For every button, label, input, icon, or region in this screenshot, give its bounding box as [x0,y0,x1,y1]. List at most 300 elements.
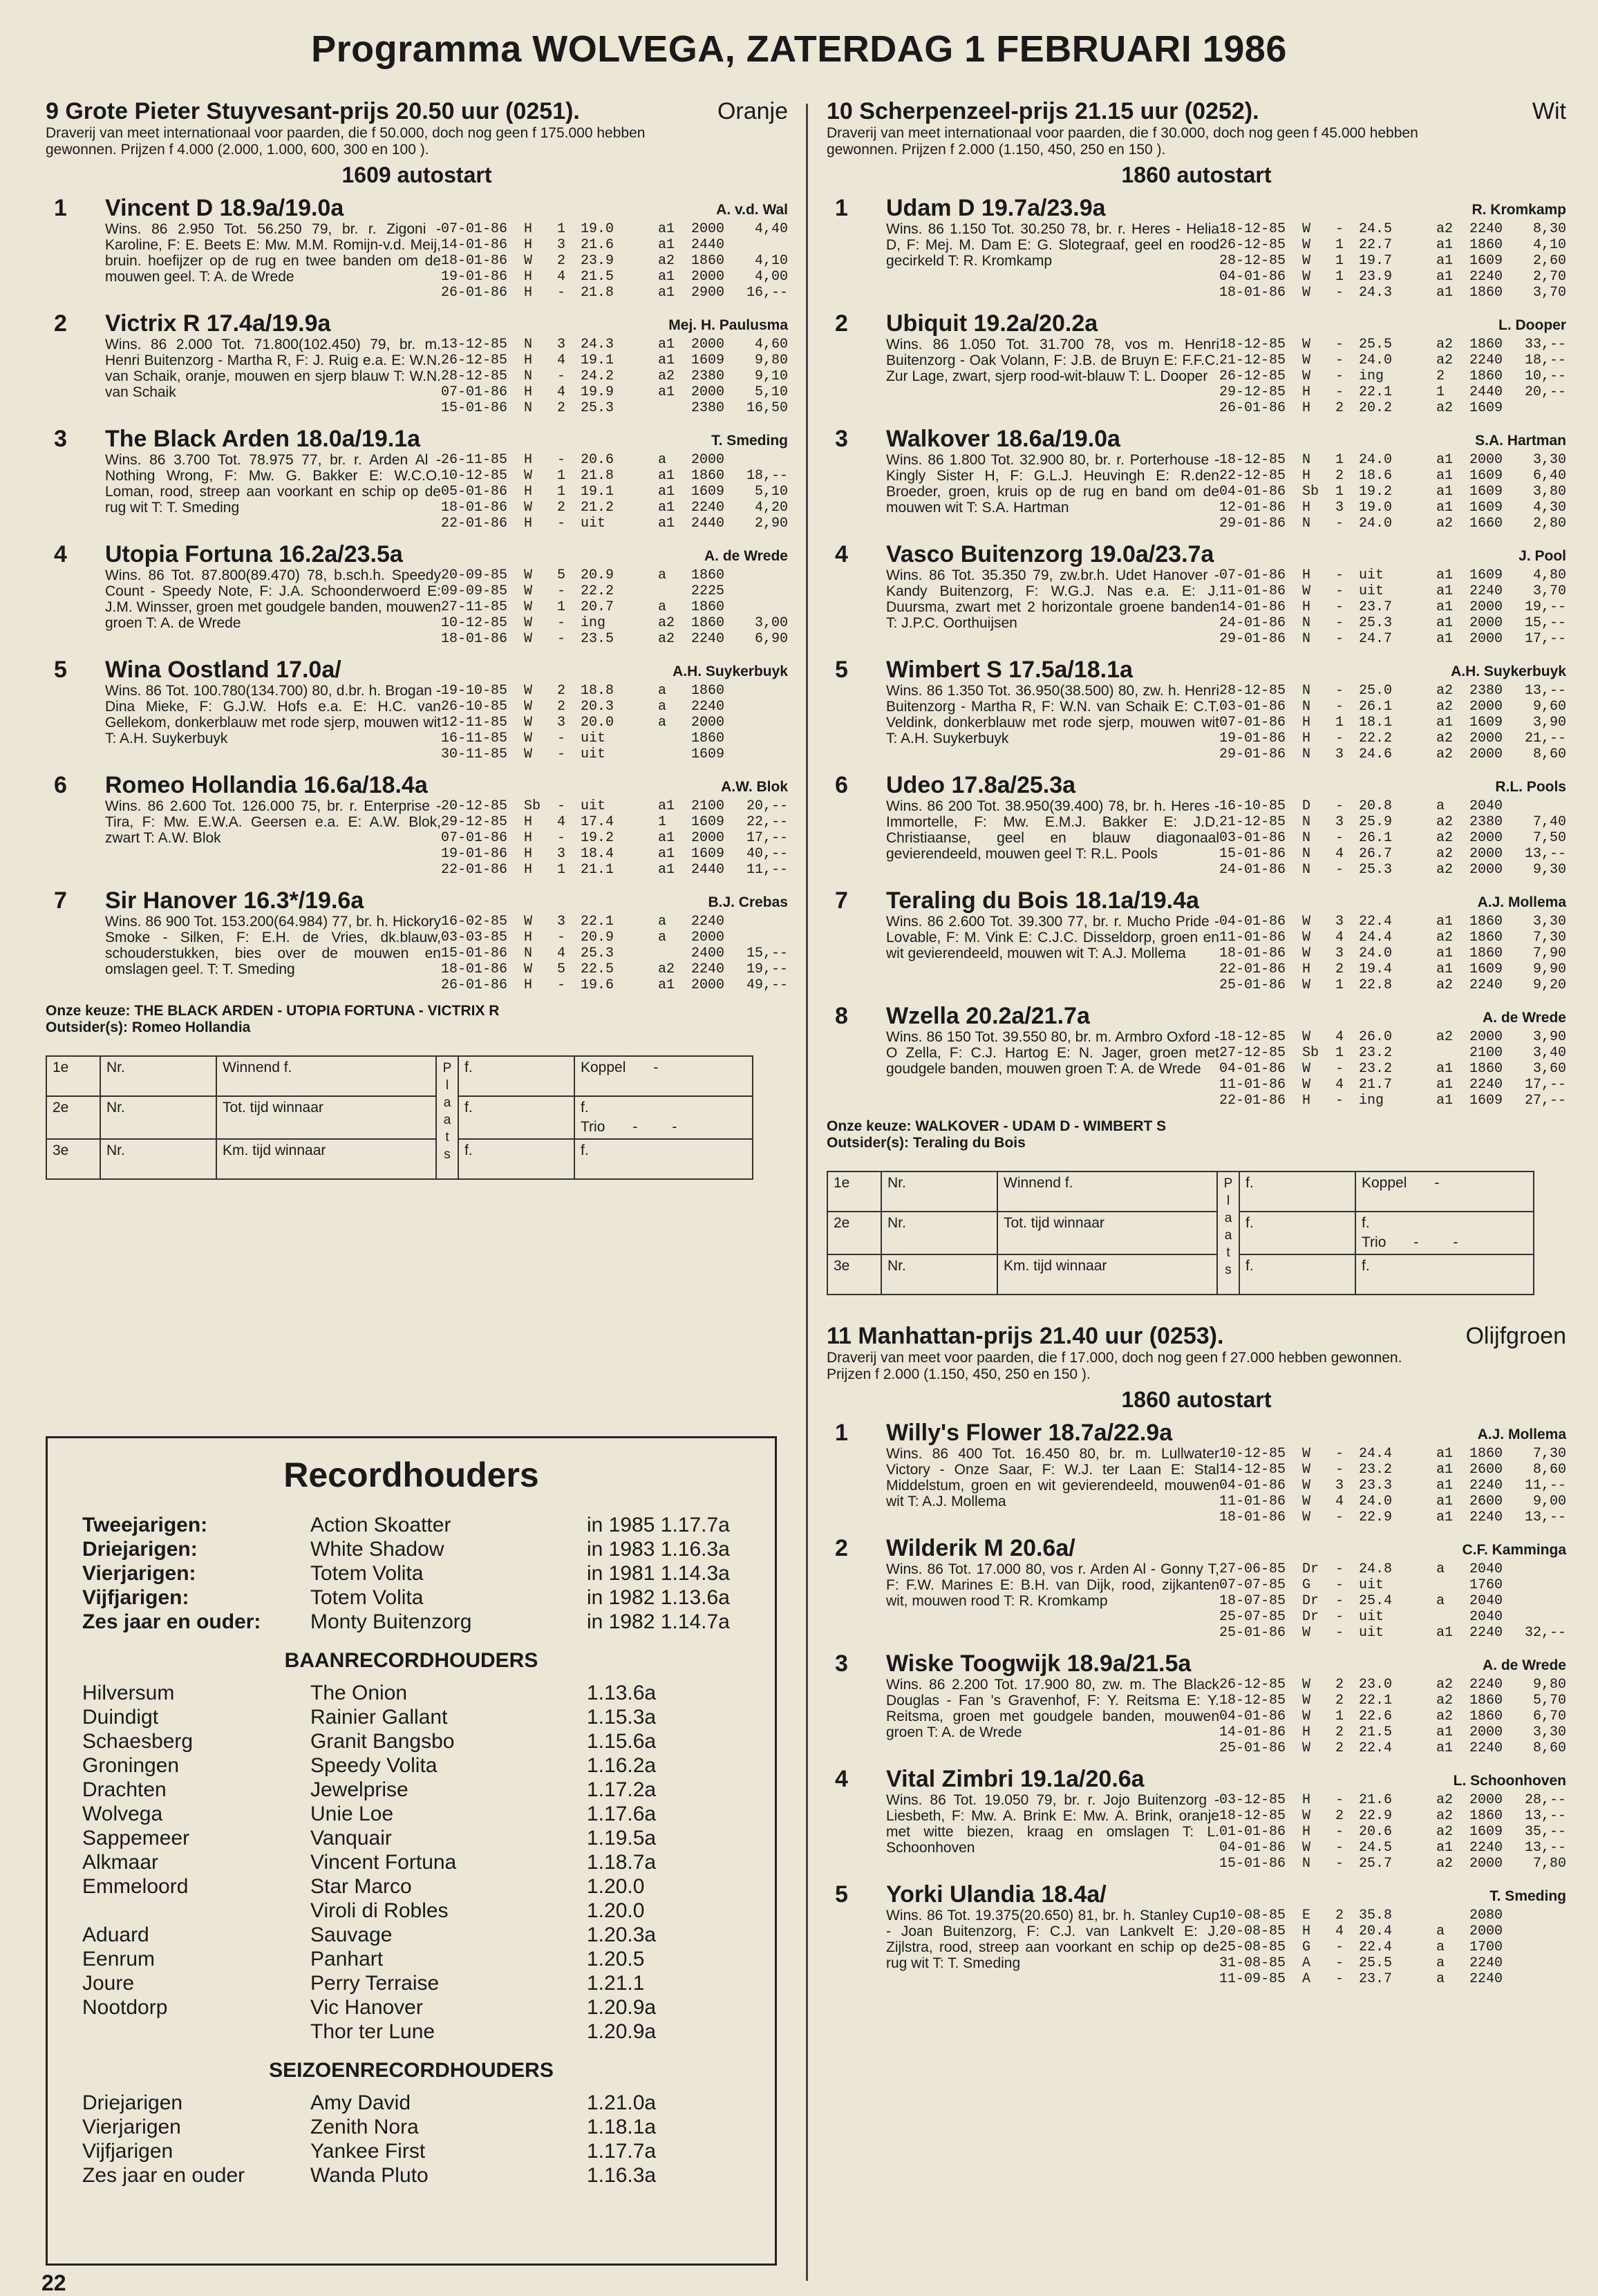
result-value: 24.6 [1359,746,1393,762]
result-value: 07-01-86 [1219,567,1286,583]
record-horse: Rainier Gallant [310,1706,448,1729]
result-value: 33,-- [1524,337,1566,352]
result-value: 2240 [1469,1840,1503,1856]
result-value: a2 [1436,352,1454,368]
result-row [1219,285,1566,301]
horse-number: 1 [835,195,848,221]
result-value: 6,70 [1532,1709,1566,1724]
result-value: Sb [1302,1045,1319,1061]
result-value: - [1335,1509,1344,1525]
horse-info: Wins. 86 150 Tot. 39.550 80, br. m. Armbro Oxford - O Zella, F: C.J. Hartog E: N. Jager, groen met goudgele banden, mouwen groen T: A. de Wrede [886,1029,1219,1077]
record-time: 1.13.6a [587,1682,657,1704]
result-row [441,452,788,468]
result-value: 2 [1335,468,1344,484]
result-value: 21.7 [1359,1077,1393,1093]
result-value: 1609 [1469,253,1503,269]
record-horse: Vic Hanover [310,1996,423,2019]
result-value: 21.6 [1359,1792,1393,1808]
result-value: 20.2 [1359,400,1393,416]
horse-driver: A. v.d. Wal [716,202,788,218]
result-value: Dr [1302,1609,1319,1625]
result-value: 1860 [1469,285,1503,301]
result-value: 21.5 [581,269,614,285]
result-table-row [46,1056,753,1096]
result-value: W [524,631,533,647]
result-value: 15,-- [1524,615,1566,631]
result-value: 1609 [1469,484,1503,500]
result-row [441,269,788,285]
record-label: Wolvega [82,1803,163,1825]
result-value: uit [1359,583,1384,599]
record-label [82,1899,310,1923]
result-value: W [524,500,533,516]
result-value: 18.8 [581,683,614,699]
horse-entry [827,426,1566,531]
result-value: a1 [658,285,675,301]
race-distance: 1609 autostart [341,162,492,187]
result-value: W [524,715,533,731]
horse-name: Wina Oostland 17.0a/ [105,657,341,683]
result-value: 19.9 [581,384,614,400]
result-value: 27-12-85 [1219,1045,1286,1061]
result-value: 1860 [1469,368,1503,384]
horse-info: Wins. 86 2.600 Tot. 126.000 75, br. r. Enterprise - Tira, F: Mw. E.W.A. Geersen e.a. E: A.W. Blok, zwart T: A.W. Blok [105,798,441,846]
trio-amount: f. [1362,1258,1370,1274]
result-cell: 2e [827,1212,881,1254]
result-value: 2240 [1469,1625,1503,1641]
result-row [1219,1724,1566,1740]
result-value: 03-03-85 [441,930,508,945]
result-value: 2240 [1469,1077,1503,1093]
horse-driver: A. de Wrede [1483,1010,1566,1026]
result-value: 3,00 [754,615,788,631]
result-value: W [1302,1693,1311,1709]
result-value: 19.0 [1359,500,1393,516]
result-value: N [1302,862,1311,878]
result-value: N [1302,452,1311,468]
result-value: - [1335,516,1344,531]
koppel-label: Koppel [1362,1175,1407,1191]
result-value: ing [581,615,606,631]
horse-info: Wins. 86 2.000 Tot. 71.800(102.450) 79, br. m. Henri Buitenzorg - Martha R, F: J. Ruig e.a. E: W.N. van Schaik, oranje, mouwen en sjerp blauw T: W.N. van Schaik [105,337,441,400]
result-value: a1 [1436,1446,1454,1462]
result-value [740,599,788,615]
result-value: 17,-- [1524,1077,1566,1093]
result-row [1219,746,1566,762]
result-row [1219,500,1566,516]
result-value: 24.8 [1359,1561,1393,1577]
result-row [1219,1693,1566,1709]
race-title: 9 Grote Pieter Stuyvesant-prijs 20.50 uur (0251). [46,98,580,124]
result-value: 1860 [691,253,725,269]
result-value: - [1335,615,1344,631]
result-value: 18-01-86 [441,631,508,647]
race-11 [827,1323,1566,1987]
result-value: 6,90 [754,631,788,647]
result-value: 22.9 [1359,1808,1393,1824]
result-row [1219,615,1566,631]
result-value: 7,90 [1532,945,1566,961]
koppel-trio-cell [1355,1254,1534,1295]
horse-number: 2 [835,310,848,337]
result-value: 12-11-85 [441,715,508,731]
result-value: - [1335,731,1344,746]
result-value: 5,70 [1532,1693,1566,1709]
result-value: 23.2 [1359,1462,1393,1478]
keuze-line: Onze keuze: THE BLACK ARDEN - UTOPIA FORTUNA - VICTRIX R [46,1003,500,1019]
result-value: 2240 [1469,221,1503,237]
result-value: N [1302,683,1311,699]
result-value: 20-09-85 [441,567,508,583]
result-value: 4 [557,352,566,368]
horse-results [1219,914,1566,993]
record-label: Eenrum [82,1948,156,1970]
result-value: a1 [1436,1724,1454,1740]
result-value: 2240 [1469,352,1503,368]
result-value: 22-01-86 [441,862,508,878]
result-value [740,699,788,715]
horse-number: 1 [835,1420,848,1446]
result-value: a1 [1436,500,1454,516]
result-value: 2 [557,500,566,516]
horse-driver: L. Schoonhoven [1453,1773,1566,1789]
result-value: 2000 [691,337,725,352]
result-value: 4 [557,269,566,285]
race-distance: 1860 autostart [1121,1387,1272,1412]
result-value: 18-01-86 [441,961,508,977]
result-value: N [1302,699,1311,715]
result-value: 23.7 [1359,599,1393,615]
result-value [1518,1923,1566,1939]
result-cell: 3e [827,1254,881,1295]
result-value: a2 [1436,830,1454,846]
horse-entry [827,1003,1566,1109]
result-value: 19.2 [1359,484,1393,500]
result-value: 13,-- [1524,1509,1566,1525]
race-title: 10 Scherpenzeel-prijs 21.15 uur (0252). [827,98,1259,124]
result-value: 17,-- [746,830,788,846]
result-value: W [1302,352,1311,368]
result-row [1219,1677,1566,1693]
result-value: N [1302,746,1311,762]
horse-body [886,1561,1566,1641]
result-value [1518,1593,1566,1609]
result-value: 3 [557,715,566,731]
dash: - [1434,1175,1440,1191]
result-value: 4,40 [754,221,788,237]
result-value [658,945,691,961]
result-value: 21.8 [581,285,614,301]
horse-driver: T. Smeding [1489,1888,1566,1904]
result-value: a [658,715,667,731]
result-value: - [1335,1955,1344,1971]
result-value: W [524,961,533,977]
result-value: a1 [1436,945,1454,961]
result-value: H [1302,599,1311,615]
record-time: 1.21.0a [587,2091,657,2114]
result-value: 29-12-85 [1219,384,1286,400]
result-value: N [1302,631,1311,647]
result-value: 04-01-86 [1219,269,1286,285]
result-value: 21.8 [581,468,614,484]
result-value: 23.9 [581,253,614,269]
horse-name: The Black Arden 18.0a/19.1a [105,426,421,452]
result-value: a2 [658,615,675,631]
result-value: 18-12-85 [1219,221,1286,237]
result-row [1219,384,1566,400]
horse-driver: A.J. Mollema [1477,894,1566,910]
result-value: 26-12-85 [1219,368,1286,384]
result-value: uit [1359,1625,1384,1641]
result-row [441,567,788,583]
horse-info: Wins. 86 1.800 Tot. 32.900 80, br. r. Porterhouse - Kingly Sister H, F: G.L.J. Heuvingh E: R.den Broeder, groen, kruis op de rug en band om de mouwen wit T: S.A. Hartman [886,452,1219,516]
result-value: 21,-- [1524,731,1566,746]
horse-info: Wins. 86 Tot. 35.350 79, zw.br.h. Udet Hanover - Kandy Buitenzorg, F: W.G.J. Nas e.a. E: J. Duursma, zwart met 2 horizontale groene banden T: J.P.C. Oorthuijsen [886,567,1219,631]
horse-entry [827,887,1566,993]
result-value: 2000 [691,452,725,468]
result-value: 2240 [691,914,725,930]
result-value: - [1335,1971,1344,1987]
result-value: - [1335,1792,1344,1808]
result-value: 2240 [1469,1740,1503,1756]
result-value: 21-12-85 [1219,814,1286,830]
result-value: 40,-- [746,846,788,862]
result-table-row [46,1139,753,1179]
result-value: 20,-- [746,798,788,814]
result-value: a [658,683,667,699]
result-value: 1609 [1469,715,1503,731]
result-value: 2240 [691,961,725,977]
horse-name: Willy's Flower 18.7a/22.9a [886,1420,1173,1446]
result-value: a1 [658,977,675,993]
result-value: a2 [1436,1824,1454,1840]
result-value: a1 [1436,914,1454,930]
result-row [1219,237,1566,253]
result-value: 1860 [1469,237,1503,253]
result-value: uit [581,516,606,531]
result-value: a1 [1436,253,1454,269]
result-value: 9,90 [1532,961,1566,977]
koppel-label: Koppel [581,1060,626,1075]
result-value: 4 [1335,1494,1344,1509]
horse-body [105,452,788,531]
result-row [441,631,788,647]
horse-info: Wins. 86 2.600 Tot. 39.300 77, br. r. Mucho Pride - Lovable, F: M. Vink E: C.J.C. Disseldorp, groen en wit gevierendeeld, mouwen wit T: A.J. Mollema [886,914,1219,961]
result-row [441,814,788,830]
result-value: W [1302,285,1311,301]
race-9 [46,98,788,1180]
horse-entry [46,887,788,993]
result-value: a2 [1436,516,1454,531]
result-value: 1860 [1469,1693,1503,1709]
result-value: 18-12-85 [1219,337,1286,352]
horse-results [1219,1792,1566,1872]
result-value: 14-01-86 [1219,599,1286,615]
horse-entry [827,1766,1566,1872]
result-row [1219,1908,1566,1923]
result-row [1219,1808,1566,1824]
result-value: - [1335,1462,1344,1478]
result-value: uit [1359,567,1384,583]
result-value: 25.7 [1359,1856,1393,1872]
result-value: 11-09-85 [1219,1971,1286,1987]
result-value: ing [1359,368,1384,384]
result-value: 26.1 [1359,830,1393,846]
record-horse: Monty Buitenzorg [310,1610,472,1633]
result-cell: 2e [46,1096,100,1139]
result-value: - [1335,862,1344,878]
result-value: 3,70 [1532,583,1566,599]
horse-results [1219,337,1566,416]
result-value: 4 [557,384,566,400]
result-value: 18.6 [1359,468,1393,484]
result-value: 1860 [1469,914,1503,930]
result-row [441,862,788,878]
record-row [82,1681,740,1705]
result-row [441,683,788,699]
horse-number: 5 [835,1881,848,1908]
result-value: 29-01-86 [1219,746,1286,762]
result-value: 01-01-86 [1219,1824,1286,1840]
result-value: 8,60 [1532,1740,1566,1756]
dash: - [1413,1234,1419,1250]
record-time: in 1985 1.17.7a [587,1514,730,1536]
result-value: 2000 [1469,631,1503,647]
result-value: a2 [1436,400,1454,416]
result-row [1219,1939,1566,1955]
horse-number: 6 [835,772,848,798]
result-value: 3 [1335,914,1344,930]
result-value: W [1302,1840,1311,1856]
result-value: a2 [1436,1808,1454,1824]
result-value: H [524,846,533,862]
record-time: in 1982 1.14.7a [587,1610,730,1633]
result-value: 5 [557,567,566,583]
result-value: H [524,269,533,285]
horse-info: Wins. 86 Tot. 87.800(89.470) 78, b.sch.h. Speedy Count - Speedy Note, F: J.A. Schoonderwoerd E: J.M. Winsser, groen met goudgele banden, mouwen groen T: A. de Wrede [105,567,441,631]
record-horse: The Onion [310,1682,408,1704]
record-time: 1.16.2a [587,1754,657,1777]
result-value [740,683,788,699]
result-value: a [1436,1593,1445,1609]
result-row [1219,1923,1566,1939]
result-cell: Nr. [100,1096,216,1139]
result-value: 19.2 [581,830,614,846]
result-value: 13,-- [1524,1808,1566,1824]
result-value: 18-01-86 [441,253,508,269]
result-value: H [1302,567,1311,583]
result-value: 11-01-86 [1219,1077,1286,1093]
result-row [1219,631,1566,647]
result-row [1219,1478,1566,1494]
result-value: 1 [557,221,566,237]
result-value: 11-01-86 [1219,930,1286,945]
result-value: a2 [1436,746,1454,762]
record-row [82,1874,740,1899]
result-value: 2040 [1469,1593,1503,1609]
race-conditions: Draverij van meet voor paarden, die f 17.000, doch nog geen f 27.000 hebben gewonnen. Prijzen f 2.000 (1.150, 450, 250 en 150 ). [827,1350,1402,1382]
result-value: 2 [557,253,566,269]
place-amount-cell: f. [1239,1254,1355,1295]
result-value: 23.2 [1359,1045,1393,1061]
result-value: 16-10-85 [1219,798,1286,814]
result-value: W [1302,221,1311,237]
result-value: 3,60 [1532,1061,1566,1077]
result-row [1219,599,1566,615]
result-value: W [1302,1509,1311,1525]
record-row [82,1995,740,2020]
horse-entry [46,310,788,416]
result-value: W [524,683,533,699]
record-label: Sappemeer [82,1827,190,1850]
result-row [1219,798,1566,814]
result-value: a2 [1436,1709,1454,1724]
result-value: - [1335,1061,1344,1077]
result-value: 17,-- [1524,631,1566,647]
record-horse: Thor ter Lune [310,2020,435,2043]
record-horse: Vanquair [310,1827,392,1850]
record-horse: Yankee First [310,2140,426,2163]
result-value: - [1335,337,1344,352]
result-value: 25-01-86 [1219,1740,1286,1756]
dash: - [653,1060,659,1075]
result-value: H [524,516,533,531]
result-value [740,746,788,762]
result-row [441,731,788,746]
result-value: 2240 [691,500,725,516]
record-horse: Viroli di Robles [310,1899,449,1922]
horse-number: 7 [54,887,67,914]
horse-entry [827,1420,1566,1525]
result-value: a [1436,1561,1445,1577]
result-value: 4 [1335,930,1344,945]
result-value [1436,1045,1469,1061]
result-value: 1 [1335,253,1344,269]
result-value: 3,30 [1532,452,1566,468]
result-row [1219,1593,1566,1609]
result-value: 24.4 [1359,930,1393,945]
result-value: 04-01-86 [1219,1709,1286,1724]
result-value: 22.5 [581,961,614,977]
result-value: 3,30 [1532,914,1566,930]
result-value: a2 [1436,930,1454,945]
result-value: - [557,631,566,647]
result-value: a1 [1436,452,1454,468]
result-value: - [557,746,566,762]
result-value: - [557,285,566,301]
result-value: a [658,914,667,930]
result-value: a1 [658,798,675,814]
result-value: a1 [1436,1462,1454,1478]
result-value: H [524,285,533,301]
result-value: 04-01-86 [1219,914,1286,930]
result-value: 2000 [1469,830,1503,846]
result-value: 24.0 [1359,1494,1393,1509]
result-value: 4,30 [1532,500,1566,516]
result-value: 4,20 [754,500,788,516]
result-value: a1 [658,352,675,368]
horse-results [1219,1561,1566,1641]
result-value: E [1302,1908,1311,1923]
record-horse: Totem Volita [310,1586,424,1609]
result-value: 2,80 [1532,516,1566,531]
horse-entry [827,195,1566,301]
record-label: Driejarigen [82,2091,183,2114]
horse-body [886,1908,1566,1987]
result-value: a1 [658,830,675,846]
result-value: 23.3 [1359,1478,1393,1494]
result-value: 2240 [691,699,725,715]
